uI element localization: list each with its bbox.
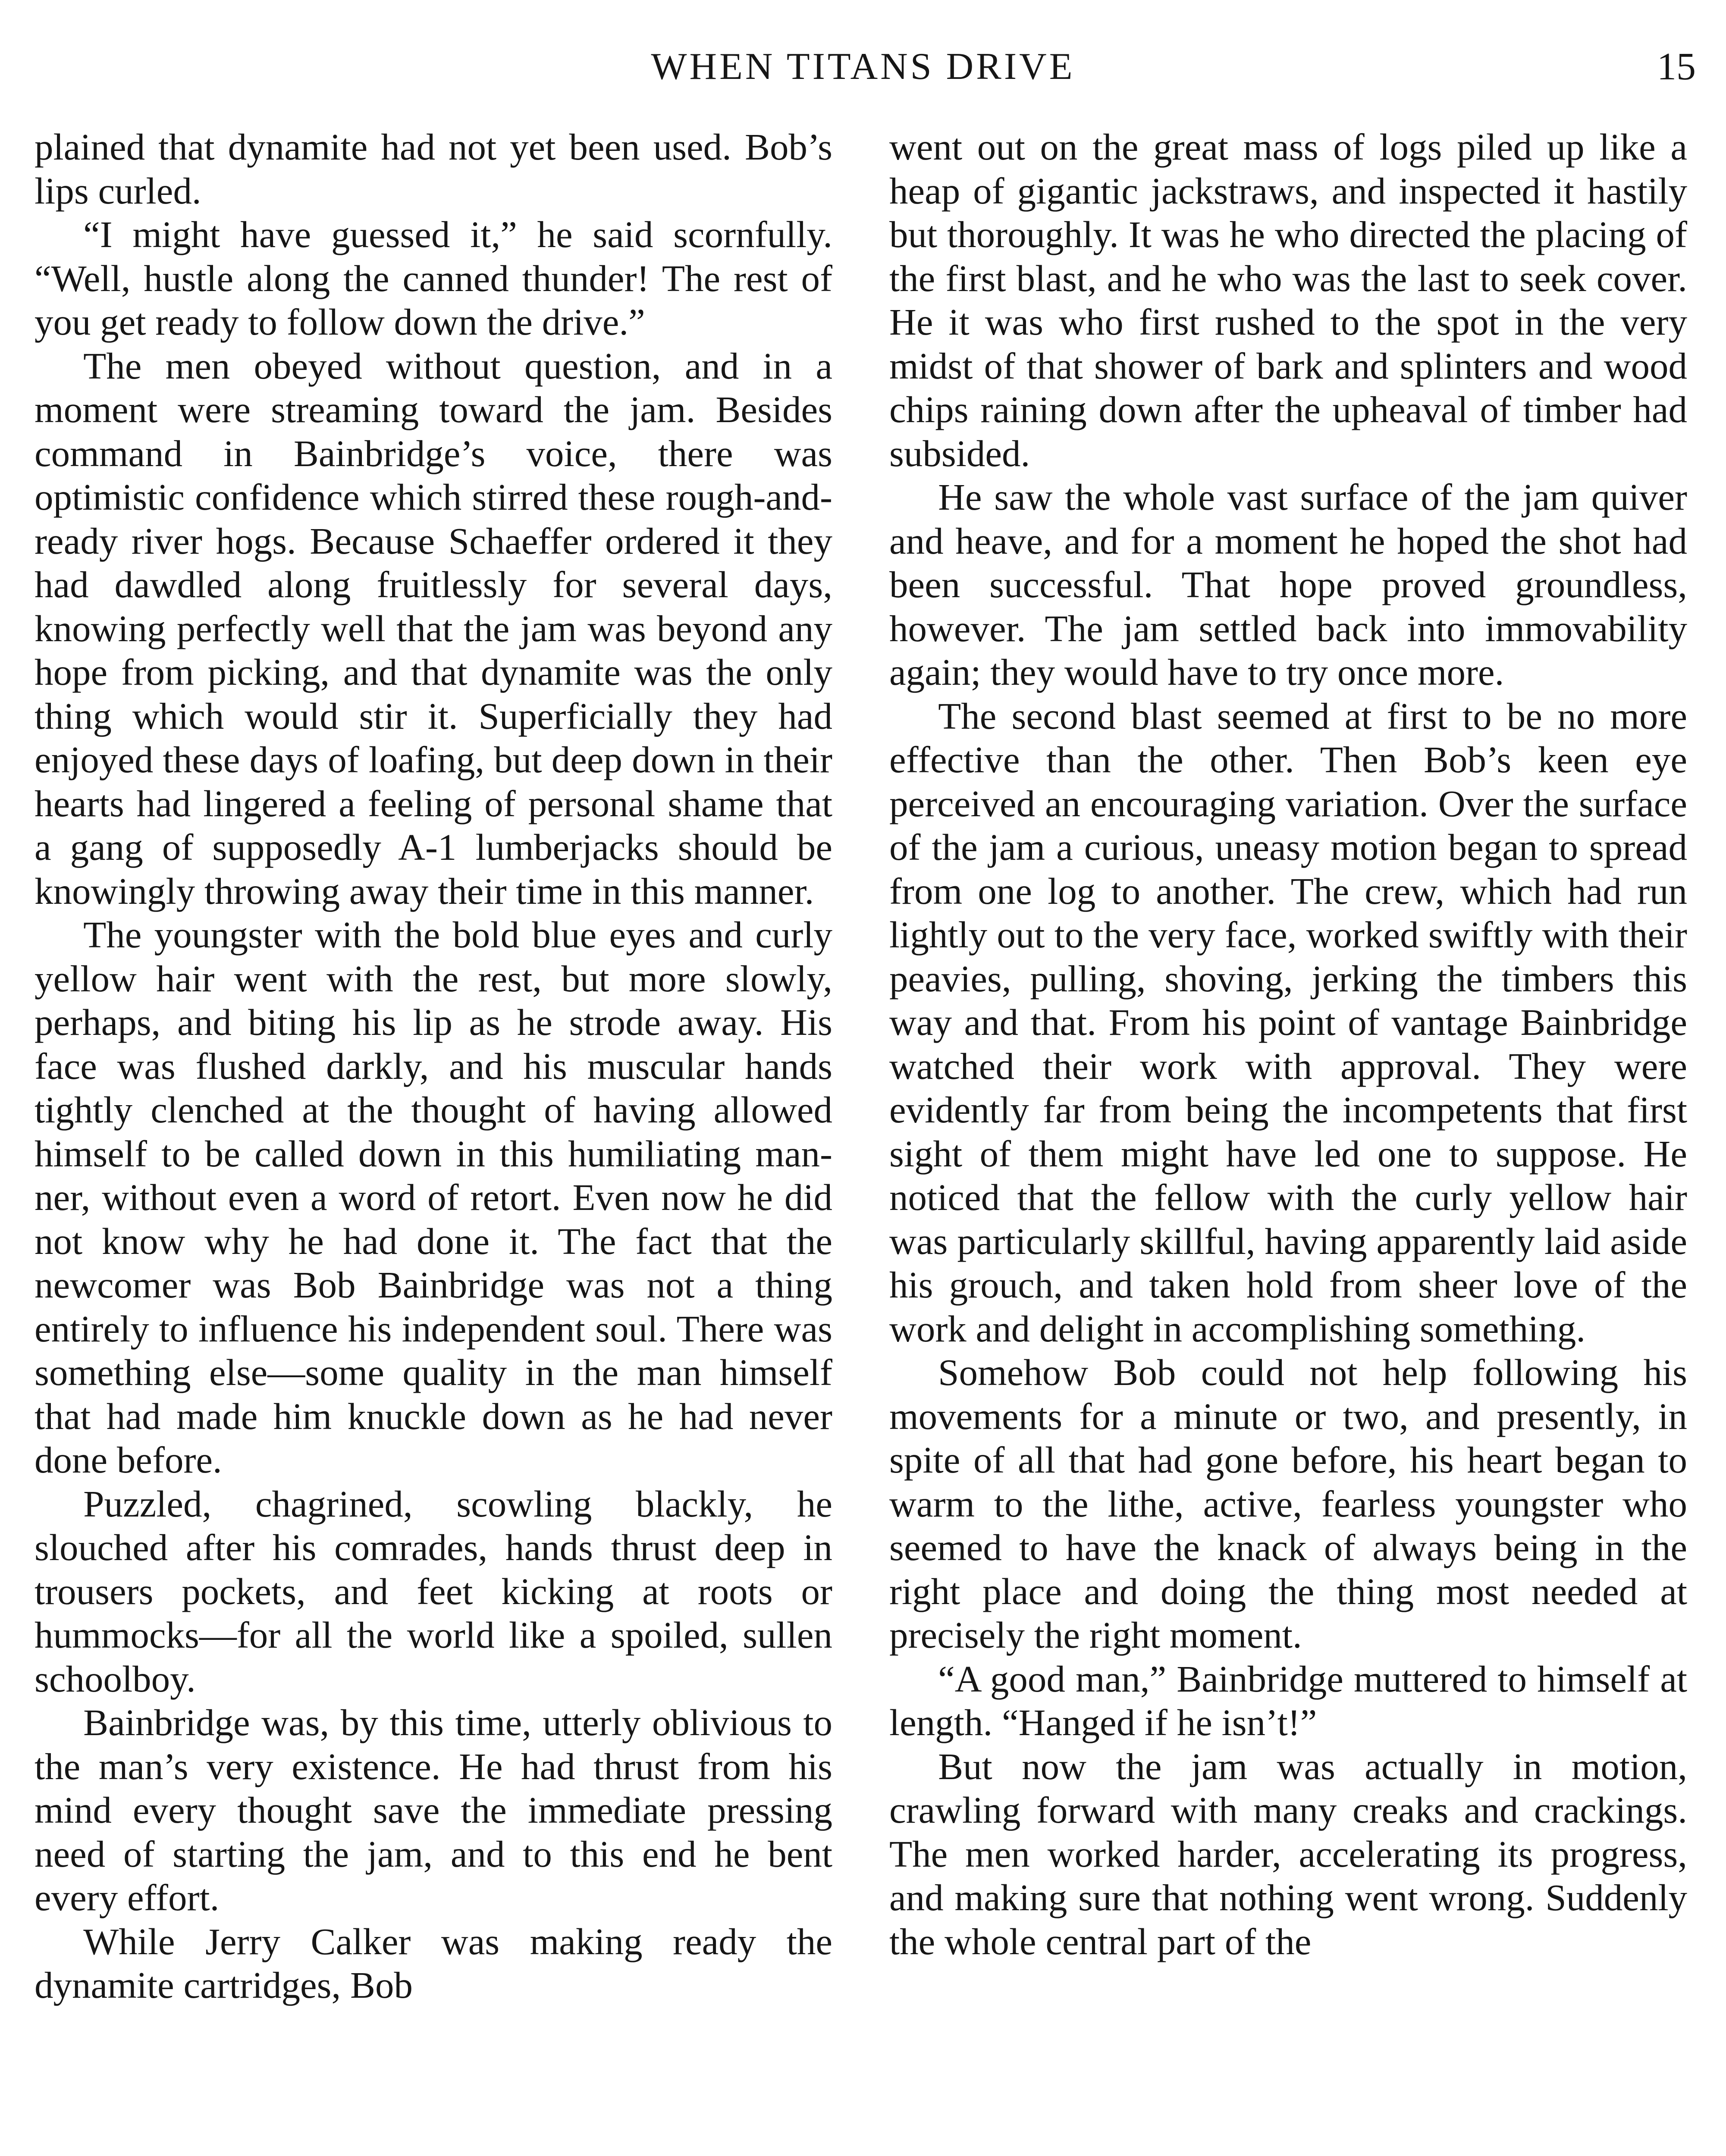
paragraph: Puzzled, chagrined, scowling blackly, he slouched after his comrades, hands thrust deep in trousers pockets, and feet kicking at roots or hummocks—for all the world like a spoiled, sullen schoolboy. xyxy=(35,1482,832,1700)
paragraph: The youngster with the bold blue eyes and curly yellow hair went with the rest, but more slowly, perhaps, and biting his lip as he strode away. His face was flushed darkly, and his muscular hands tightly clenched at the thought of having allowed himself to be called down in this humiliating manner, without even a word of retort. Even now he did not know why he had done it. The fact that the newcomer was Bob Bainbridge was not a thing entirely to influence his independent soul. There was something else—some quality in the man himself that had made him knuckle down as he had never done before. xyxy=(35,914,832,1481)
page-number: 15 xyxy=(1657,45,1696,88)
paragraph: Bainbridge was, by this time, utterly oblivious to the man’s very existence. He had thrust from his mind every thought save the immediate pressing need of starting the jam, and to this end he bent every effort. xyxy=(35,1702,832,1918)
paragraph: Somehow Bob could not help following his movements for a minute or two, and presently, in spite of all that had gone before, his heart began to warm to the lithe, active, fearless youngster who seemed to have the knack of always being in the right place and doing the thing most needed at precisely the right moment. xyxy=(889,1351,1687,1656)
running-title: WHEN TITANS DRIVE xyxy=(651,46,1075,88)
paragraph: “A good man,” Bainbridge muttered to himself at length. “Hanged if he isn’t!” xyxy=(889,1658,1687,1743)
paragraph: went out on the great mass of logs piled up like a heap of gigantic jackstraws, and inspected it hastily but thoroughly. It was he who directed the placing of the first blast, and he who was the last to seek cover. He it was who first rushed to the spot in the very midst of that shower of bark and splinters and wood chips raining down after the upheaval of timber had subsided. xyxy=(889,126,1687,474)
paragraph: plained that dynamite had not yet been used. Bob’s lips curled. xyxy=(35,126,832,212)
paragraph: The men obeyed without question, and in a moment were streaming toward the jam. Besides command in Bainbridge’s voice, there was optimistic confidence which stirred these rough-and-ready river hogs. Because Schaeffer ordered it they had dawdled along fruitlessly for several days, knowing perfectly well that the jam was beyond any hope from picking, and that dynamite was the only thing which would stir it. Superficially they had enjoyed these days of loafing, but deep down in their hearts had lingered a feeling of personal shame that a gang of supposedly A-1 lumberjacks should be knowingly throwing away their time in this manner. xyxy=(35,345,832,912)
paragraph: But now the jam was actually in motion, crawling forward with many creaks and crackings. The men worked harder, accelerating its progress, and making sure that nothing went wrong. Suddenly the whole central part of the xyxy=(889,1745,1687,1962)
paragraph: While Jerry Calker was making ready the dynamite cartridges, Bob xyxy=(35,1920,832,2006)
paragraph: “I might have guessed it,” he said scornfully. “Well, hustle along the canned thunder! The rest of you get ready to follow down the drive.” xyxy=(35,213,832,343)
left-column xyxy=(35,125,832,2007)
right-column xyxy=(889,125,1687,1963)
running-header xyxy=(0,41,1726,93)
paragraph: He saw the whole vast surface of the jam quiver and heave, and for a moment he hoped the shot had been successful. That hope proved groundless, however. The jam settled back into immovability again; they would have to try once more. xyxy=(889,476,1687,693)
paragraph: The second blast seemed at first to be no more effective than the other. Then Bob’s keen eye perceived an encouraging variation. Over the surface of the jam a curious, uneasy motion began to spread from one log to another. The crew, which had run lightly out to the very face, worked swiftly with their peavies, pulling, shoving, jerking the timbers this way and that. From his point of vantage Bainbridge watched their work with approval. They were evidently far from being the incompetents that first sight of them might have led one to suppose. He noticed that the fellow with the curly yellow hair was particularly skillful, having apparently laid aside his grouch, and taken hold from sheer love of the work and delight in accomplishing something. xyxy=(889,695,1687,1350)
